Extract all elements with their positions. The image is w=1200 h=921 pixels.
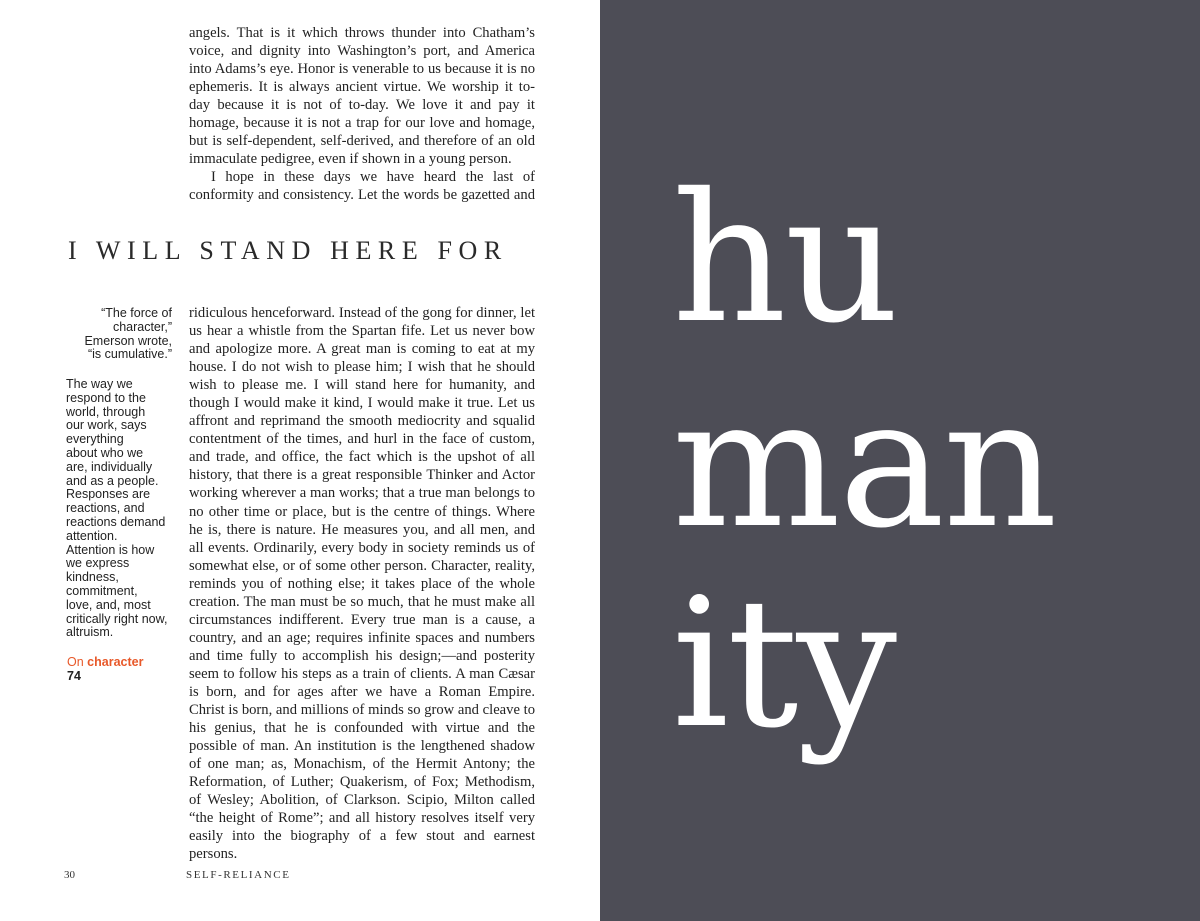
running-title: SELF-RELIANCE (186, 869, 291, 881)
sidebar-note-line: attention. (66, 528, 118, 543)
display-word-line: ity (672, 560, 896, 767)
sidebar-note-line: our work, says (66, 418, 147, 433)
cross-reference-page: 74 (67, 668, 81, 683)
sidebar-note-line: commitment, (66, 583, 138, 598)
sidebar-note-line: reactions demand (66, 514, 166, 529)
sidebar-note-line: altruism. (66, 625, 114, 640)
sidebar-note-line: The way we (66, 377, 133, 391)
body-text-top (189, 24, 535, 204)
sidebar-note-line: critically right now, (66, 611, 168, 626)
display-word-line: hu (672, 155, 898, 362)
sidebar-quote-line: Emerson wrote, (84, 333, 172, 348)
cross-reference-prefix: On (67, 655, 84, 669)
sidebar-quote-line: “The force of (101, 306, 172, 320)
sidebar-note-line: Attention is how (66, 542, 155, 557)
body-paragraph: angels. That is it which throws thunder into Chatham’s voice, and dignity into Washington’s port, and America into Adams’s eye. Honor is venerable to us because it is no ephemeris. It is always ancient virtue. We worship it to-day because it is not of to-day. We love it and pay it homage, because it is not a trap for our love and homage, but is self-dependent, self-derived, and therefore of an old immaculate pedigree, even if shown in a young person. (189, 25, 535, 168)
sidebar-note-line: everything (66, 432, 124, 447)
display-word-line: man (672, 360, 1056, 567)
sidebar-note-line: Responses are (66, 487, 151, 502)
sidebar-quote-line: character,” (112, 319, 172, 334)
pull-quote: I WILL STAND HERE FOR (68, 236, 508, 265)
body-paragraph: I hope in these days we have heard the last of conformity and consistency. Let the words be gazetted and (189, 169, 535, 204)
sidebar-note-line: kindness, (66, 570, 119, 585)
page-number: 30 (64, 869, 75, 881)
sidebar-note-line: world, through (66, 404, 146, 419)
sidebar-note-line: respond to the (66, 390, 146, 405)
sidebar-note-line: reactions, and (66, 501, 145, 516)
sidebar-note (66, 378, 176, 640)
cross-reference-topic: character (87, 655, 144, 669)
sidebar-quote-line: “is cumulative.” (87, 347, 172, 362)
sidebar-note-line: love, and, most (66, 597, 151, 612)
sidebar-note-line: we express (66, 556, 130, 571)
cross-reference[interactable] (67, 656, 177, 684)
body-text-bottom (189, 304, 535, 863)
sidebar-note-line: about who we (66, 445, 144, 460)
sidebar-quote (60, 307, 172, 362)
sidebar-note-line: and as a people. (66, 473, 159, 488)
body-paragraph: ridiculous henceforward. Instead of the gong for dinner, let us hear a whistle from the Spartan fife. Let us never bow and apologize more. A great man is coming to eat at my house. I do not wish to please him; I wish that he should wish to please me. I will stand here for humanity, and though I would make it kind, I would make it true. Let us affront and reprimand the smooth mediocrity and squalid contentment of the times, and hurl in the face of custom, and trade, and office, the fact which is the upshot of all history, that there is a great responsible Thinker and Actor working wherever a man works; that a true man belongs to no other time or place, but is the centre of things. Where he is, there is nature. He measures you, and all men, and all events. Ordinarily, every body in society reminds us of somewhat else, or of some other person. Character, reality, reminds you of nothing else; it takes place of the whole creation. The man must be so much, that he must make all circumstances indifferent. Every true man is a cause, a country, and an age; requires infinite spaces and numbers and time fully to accomplish his design;—and posterity seem to follow his steps as a train of clients. A man Cæsar is born, and for ages after we have a Roman Empire. Christ is born, and millions of minds so grow and cleave to his genius, that he is confounded with virtue and the possible of man. An institution is the lengthened shadow of one man; as, Monachism, of the Hermit Antony; the Reformation, of Luther; Quakerism, of Fox; Methodism, of Wesley; Abolition, of Clarkson. Scipio, Milton called “the height of Rome”; and all history resolves itself very easily into the biography of a few stout and earnest persons. (189, 305, 535, 863)
sidebar-note-line: are, individually (66, 459, 153, 474)
